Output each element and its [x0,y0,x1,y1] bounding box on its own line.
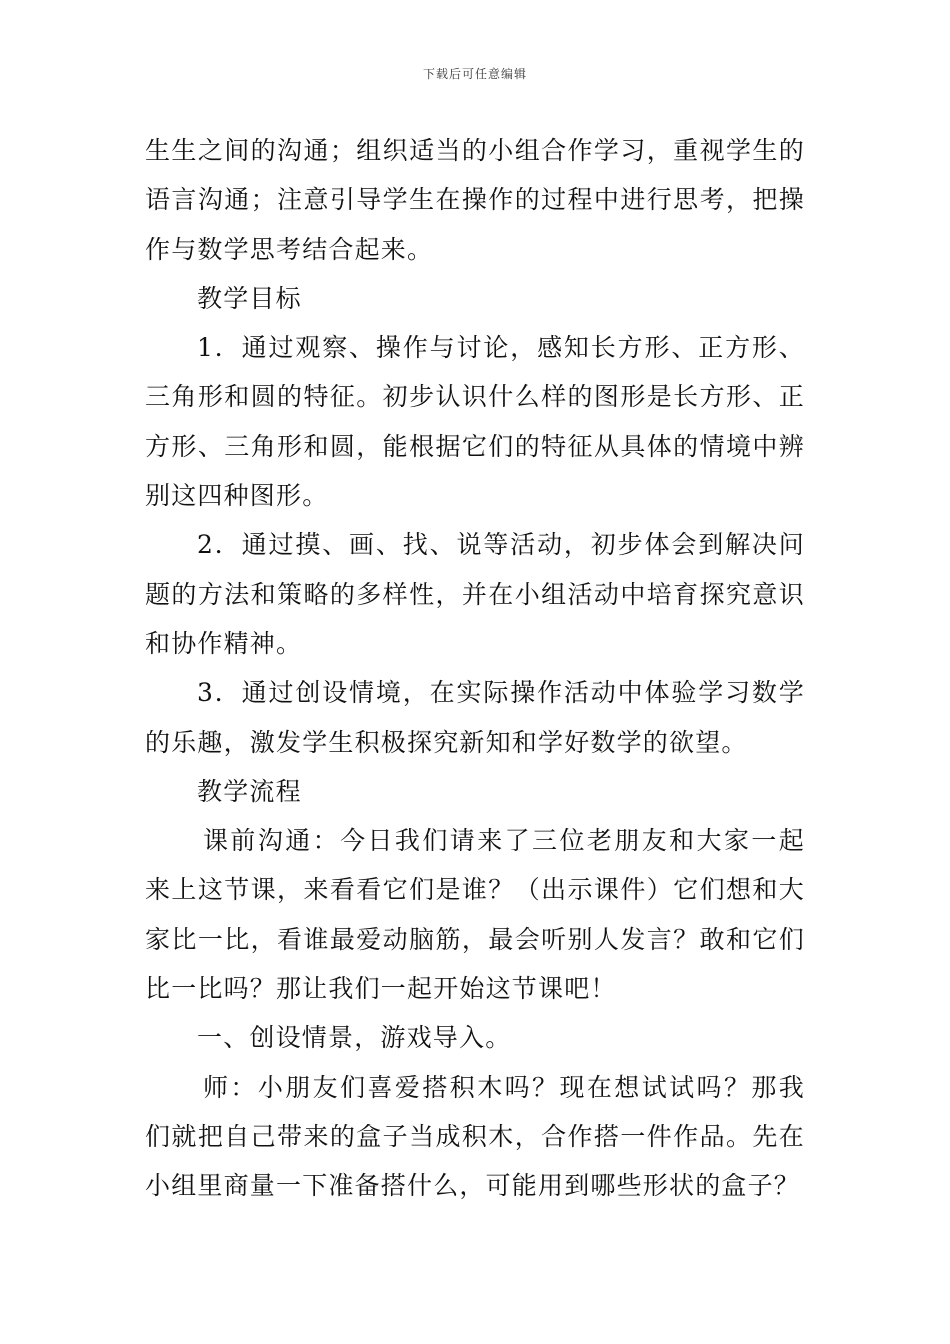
page-header-note: 下载后可任意编辑 [422,67,527,81]
heading-teaching-process: 教学流程 [197,776,302,806]
paragraph-pre-class-communication: 课前沟通：今日我们请来了三位老朋友和大家一起来上这节课，来看看它们是谁？（出示课件）它们想和大家比一比，看谁最爱动脑筋，最会听别人发言？敢和它们比一比吗？那让我们一起开始这节课吧！ [145,826,805,1004]
document-body [145,126,805,1211]
paragraph-intro-continuation: 生生之间的沟通；组织适当的小组合作学习，重视学生的语言沟通；注意引导学生在操作的过程中进行思考，把操作与数学思考结合起来。 [145,136,805,264]
heading-teaching-goals: 教学目标 [197,283,302,313]
paragraph-goal-1: 1．通过观察、操作与讨论，感知长方形、正方形、三角形和圆的特征。初步认识什么样的图形是长方形、正方形、三角形和圆，能根据它们的特征从具体的情境中辨别这四种图形。 [145,333,805,511]
paragraph-goal-3: 3．通过创设情境，在实际操作活动中体验学习数学的乐趣，激发学生积极探究新知和学好数学的欲望。 [145,678,805,757]
paragraph-goal-2: 2．通过摸、画、找、说等活动，初步体会到解决问题的方法和策略的多样性，并在小组活动中培育探究意识和协作精神。 [145,530,805,658]
paragraph-teacher-dialogue: 师：小朋友们喜爱搭积木吗？现在想试试吗？那我们就把自己带来的盒子当成积木，合作搭一件作品。先在小组里商量一下准备搭什么，可能用到哪些形状的盒子？ [145,1072,805,1201]
heading-section-1: 一、创设情景，游戏导入。 [197,1023,512,1053]
